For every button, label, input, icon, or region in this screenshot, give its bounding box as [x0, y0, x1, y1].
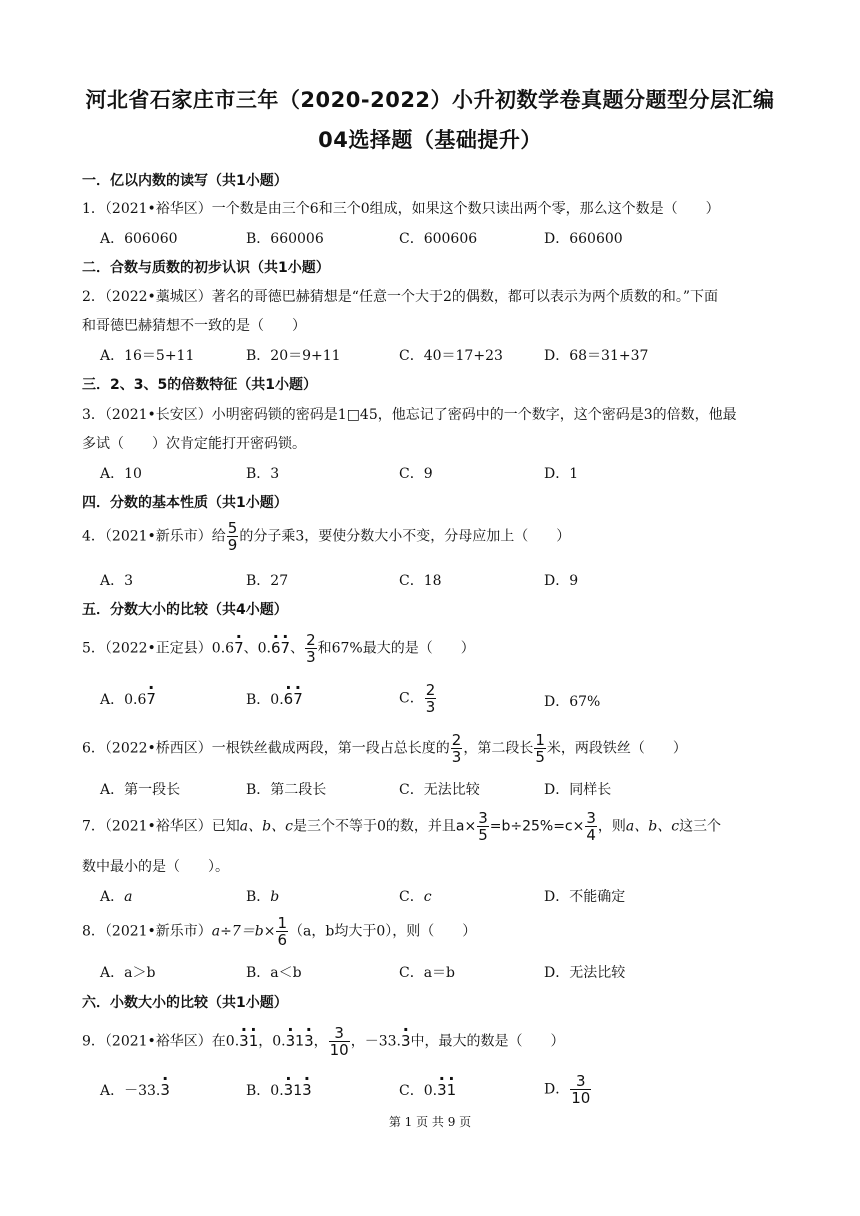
question-4-stem: [82, 520, 570, 553]
q8-fraction-numerator: 1: [277, 914, 288, 932]
q6-stem-suffix: 米，两段铁丝（ ）: [546, 740, 687, 757]
q5-option-b: [246, 689, 303, 709]
q4-option-a: A．3: [100, 573, 134, 589]
question-7-stem-line2: 数中最小的是（ ）。: [82, 859, 229, 875]
section-heading-3: 三．2、3、5的倍数特征（共1小题）: [82, 377, 317, 393]
q7-stem-middle: 是三个不等于0的数，并且: [292, 818, 456, 835]
q9-fraction-denominator: 10: [329, 1041, 349, 1059]
q5-separator: 、: [290, 640, 305, 657]
q7-option-c: [399, 886, 432, 906]
q8-option-c: C．a＝b: [399, 965, 456, 981]
q9-option-b-digit: 1: [293, 1083, 303, 1099]
q1-option-c: C．600606: [399, 231, 478, 247]
section-heading-5: 五．分数大小的比较（共4小题）: [82, 602, 288, 618]
q6-fraction-1: [451, 732, 463, 765]
q9-option-b-text: B．0.: [246, 1083, 284, 1099]
q3-option-a: A．10: [100, 466, 142, 482]
q9-repeating-digit: · 1: [249, 1032, 259, 1050]
q8-stem-suffix: （a，b均大于0），则（ ）: [289, 923, 477, 940]
q7-stem-prefix: 7．（2021•裕华区）已知: [82, 818, 240, 835]
q5-separator: 、0.: [243, 640, 271, 657]
q5-option-c-text: C．: [399, 690, 424, 707]
q7-equation-part-2: =b÷25%=c×: [489, 818, 585, 835]
q8-option-b: B．a＜b: [246, 965, 302, 981]
q7-option-b-label: B．: [246, 889, 271, 905]
q9-option-c-text: C．0.: [399, 1083, 438, 1099]
q3-option-b: B．3: [246, 466, 280, 482]
q7-fraction-1-numerator: 3: [478, 809, 488, 827]
q4-fraction-numerator: 5: [227, 519, 238, 537]
q7-fraction-2-denominator: 4: [586, 826, 596, 844]
q7-option-c-label: C．: [399, 889, 424, 905]
q7-fraction-2-numerator: 3: [586, 809, 596, 827]
q9-option-a: [100, 1080, 170, 1100]
q1-option-b: B．660006: [246, 231, 324, 247]
q9-option-d-numerator: 3: [576, 1072, 586, 1090]
q9-stem-prefix: 9．（2021•裕华区）在0.: [82, 1033, 240, 1050]
q5-option-b-repeating-digit: · 6: [284, 690, 294, 708]
q7-variables: a、b、c: [239, 818, 293, 835]
section-heading-1: 一．亿以内数的读写（共1小题）: [82, 173, 288, 189]
q9-option-d-denominator: 10: [571, 1089, 591, 1107]
q5-option-c-fraction: [425, 682, 437, 715]
q5-repeating-digit: · 7: [281, 639, 291, 657]
q7-variables-repeat: a、b、c: [625, 818, 680, 835]
q4-stem-prefix: 4．（2021•新乐市）给: [82, 528, 226, 545]
q7-fraction-2: [585, 810, 597, 843]
q7-option-b: [246, 886, 279, 906]
q5-option-b-text: B．0.: [246, 692, 284, 708]
q9-option-d-text: D．: [544, 1081, 570, 1098]
q3-option-c: C．9: [399, 466, 433, 482]
q6-option-c: C．无法比较: [399, 782, 480, 798]
q3-option-d: D．1: [544, 466, 579, 482]
q9-option-c-repeating-digit: · 1: [447, 1081, 457, 1099]
q4-option-b: B．27: [246, 573, 289, 589]
q6-fraction-1-numerator: 2: [451, 731, 462, 749]
q9-fraction-numerator: 3: [334, 1024, 344, 1042]
q9-option-b-repeating-digit: · 3: [284, 1081, 294, 1099]
q8-fraction: [276, 915, 288, 948]
q9-option-a-text: A．－33.: [100, 1083, 161, 1099]
section-heading-4: 四．分数的基本性质（共1小题）: [82, 495, 288, 511]
q9-option-d-fraction: [570, 1073, 591, 1106]
q5-option-a: [100, 689, 156, 709]
q5-repeating-digit: · 7: [234, 639, 244, 657]
q9-stem-suffix: 中，最大的数是（ ）: [410, 1033, 565, 1050]
q9-option-c: [399, 1080, 456, 1100]
question-3-stem-line1: 3．（2021•长安区）小明密码锁的密码是1□45，他忘记了密码中的一个数字，这个密码是3的倍数，他最: [82, 407, 737, 423]
q2-option-d: D．68＝31+37: [544, 348, 649, 364]
question-1-stem: 1．（2021•裕华区）一个数是由三个6和三个0组成，如果这个数只读出两个零，那么这个数是（ ）: [82, 201, 720, 217]
question-6-stem: [82, 732, 687, 765]
q7-option-d: D．不能确定: [544, 889, 626, 905]
q9-digit: 1: [295, 1033, 305, 1050]
q4-fraction: [227, 520, 239, 553]
section-heading-6: 六．小数大小的比较（共1小题）: [82, 995, 288, 1011]
q9-repeating-digit: · 3: [239, 1032, 249, 1050]
question-2-stem-line1: 2．（2022•藁城区）著名的哥德巴赫猜想是“任意一个大于2的偶数，都可以表示为两个质数的和。”下面: [82, 289, 719, 305]
q4-stem-suffix: 的分子乘3，要使分数大小不变，分母应加上（ ）: [239, 528, 571, 545]
q7-fraction-1: [477, 810, 489, 843]
q6-fraction-1-denominator: 3: [451, 748, 462, 766]
q4-option-c: C．18: [399, 573, 442, 589]
q9-option-b-repeating-digit: · 3: [302, 1081, 312, 1099]
q6-option-a: A．第一段长: [100, 782, 181, 798]
q5-stem-suffix: 和67%最大的是（ ）: [317, 640, 475, 657]
q6-fraction-2-denominator: 5: [535, 748, 545, 766]
q6-option-b: B．第二段长: [246, 782, 327, 798]
q7-option-b-value: b: [270, 889, 280, 905]
q9-separator: ，0.: [258, 1033, 286, 1050]
section-heading-2: 二．合数与质数的初步认识（共1小题）: [82, 260, 330, 276]
q8-option-d: D．无法比较: [544, 965, 626, 981]
q9-option-a-repeating-digit: · 3: [160, 1081, 170, 1099]
q9-repeating-digit: · 3: [401, 1032, 411, 1050]
q8-option-a: A．a＞b: [100, 965, 156, 981]
q7-equation-part-1: a×: [455, 818, 477, 835]
q7-option-a-value: a: [124, 889, 133, 905]
question-9-stem: [82, 1025, 565, 1058]
q5-option-d: D．67%: [544, 694, 601, 710]
q6-fraction-2-numerator: 1: [535, 731, 545, 749]
question-3-stem-line2: 多试（ ）次肯定能打开密码锁。: [82, 436, 306, 452]
q6-option-d: D．同样长: [544, 782, 612, 798]
q5-repeating-digit: · 6: [271, 639, 281, 657]
q7-option-a-label: A．: [100, 889, 125, 905]
q4-option-d: D．9: [544, 573, 579, 589]
question-2-stem-line2: 和哥德巴赫猜想不一致的是（ ）: [82, 318, 306, 334]
q8-fraction-denominator: 6: [277, 931, 288, 949]
q5-option-c-denominator: 3: [425, 698, 436, 716]
q2-option-c: C．40＝17+23: [399, 348, 503, 364]
q7-stem-suffix: ，则: [597, 818, 626, 835]
q2-option-b: B．20＝9+11: [246, 348, 341, 364]
question-7-stem-line1: [82, 810, 721, 843]
q8-stem-prefix: 8．（2021•新乐市）: [82, 923, 212, 940]
q9-fraction: [329, 1025, 350, 1058]
q9-option-d: [544, 1073, 592, 1106]
q7-fraction-1-denominator: 5: [478, 826, 488, 844]
q9-option-c-repeating-digit: · 3: [437, 1081, 447, 1099]
q5-fraction-numerator: 2: [306, 631, 316, 649]
q9-repeating-digit: · 3: [304, 1032, 314, 1050]
q7-option-c-value: c: [423, 889, 432, 905]
q5-option-b-repeating-digit: · 7: [293, 690, 303, 708]
q1-option-a: A．606060: [100, 231, 178, 247]
document-title: 河北省石家庄市三年（2020-2022）小升初数学卷真题分题型分层汇编: [85, 88, 775, 112]
q9-option-b: [246, 1080, 312, 1100]
q8-expression: a÷7＝b×: [211, 923, 276, 940]
q5-option-c-numerator: 2: [425, 681, 436, 699]
q5-option-a-text: A．0.6: [100, 692, 147, 708]
q1-option-d: D．660600: [544, 231, 623, 247]
q5-option-c: [399, 682, 437, 715]
q4-fraction-denominator: 9: [227, 536, 238, 554]
document-subtitle: 04选择题（基础提升）: [318, 128, 542, 152]
q9-separator: ，: [313, 1033, 328, 1050]
q2-option-a: A．16＝5+11: [100, 348, 195, 364]
question-5-stem: [82, 632, 475, 665]
q5-option-a-repeating-digit: · 7: [146, 690, 156, 708]
question-8-stem: [82, 915, 476, 948]
q7-stem-end: 这三个: [679, 818, 722, 835]
q6-stem-prefix: 6．（2022•桥西区）一根铁丝截成两段，第一段占总长度的: [82, 740, 450, 757]
q5-fraction: [305, 632, 317, 665]
q5-stem-prefix: 5．（2022•正定县）0.6: [82, 640, 235, 657]
q9-repeating-digit: · 3: [286, 1032, 296, 1050]
q6-fraction-2: [534, 732, 546, 765]
q6-stem-middle: ，第二段长: [463, 740, 534, 757]
q9-separator: ，－33.: [350, 1033, 401, 1050]
q7-option-a: [100, 886, 132, 906]
page-footer: 第 1 页 共 9 页: [388, 1115, 472, 1129]
q5-fraction-denominator: 3: [306, 648, 316, 666]
